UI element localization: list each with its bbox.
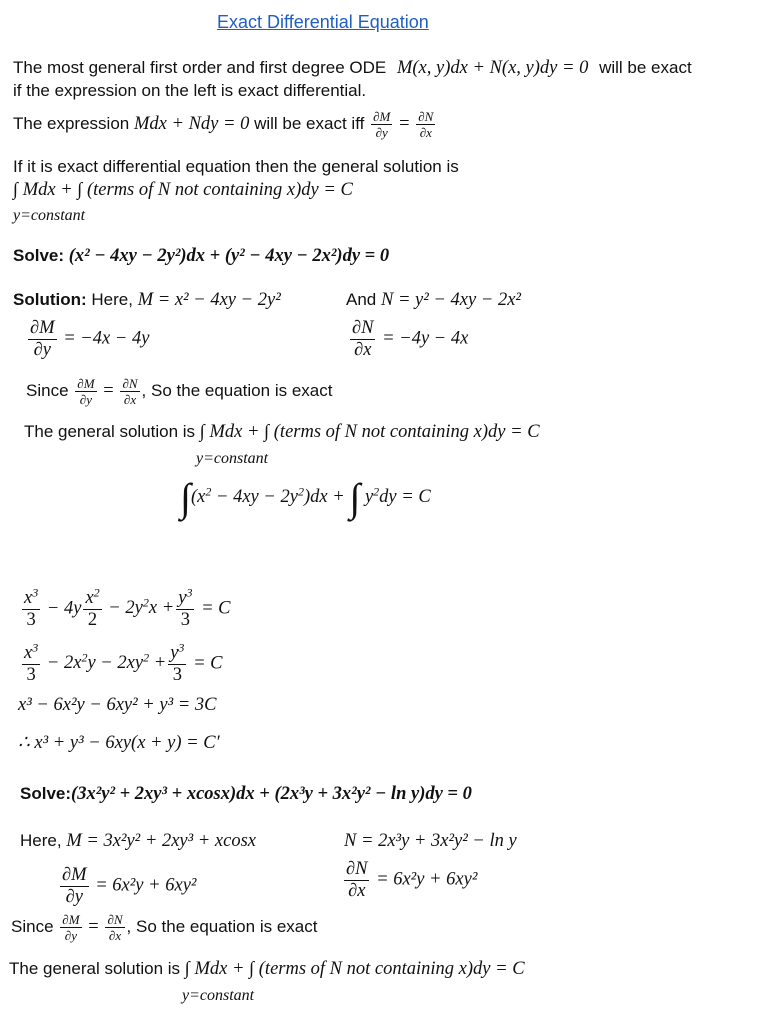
example1-step4: ∴ x³ + y³ − 6xy(x + y) = C′ [18, 733, 220, 753]
general-solution-constant: y=constant [13, 207, 86, 224]
solution-label: Solution: [13, 290, 87, 309]
partial-N-x [344, 859, 369, 901]
integral-part-1: $(x^2 - 4xy - 2y^2)dx$ + [190, 484, 350, 508]
dM-result: = −4x − 4y [63, 328, 150, 349]
equals-sign: = [88, 916, 99, 937]
frac-num: ∂M [77, 376, 95, 391]
frac-num: ∂M [62, 865, 87, 885]
gs-text: The general solution is [9, 959, 181, 978]
frac-den: ∂x [354, 339, 372, 360]
gs-text: The general solution is [24, 422, 196, 441]
frac-num: ∂N [346, 859, 368, 879]
cond-text: The expression [13, 113, 130, 133]
since-text: Since [11, 916, 54, 936]
cond-iff: will be exact iff [254, 113, 365, 133]
integral-part-2: $y^2dy = C$ [360, 484, 431, 508]
dN-result: = 6x²y + 6xy² [376, 869, 478, 890]
example1-step1 [20, 585, 231, 630]
example2-general-solution [9, 959, 525, 980]
frac-den: 3 [26, 609, 36, 630]
example2-since [11, 913, 317, 942]
M-definition: M = 3x²y² + 2xy³ + xcosx [66, 831, 256, 851]
example2-dM-dy [58, 865, 196, 907]
example2-equation: (3x²y² + 2xy³ + xcosx)dx + (2x³y + 3x²y² − ln y)dy = 0 [71, 784, 472, 804]
frac-den: 3 [180, 609, 190, 630]
and-text: And [346, 290, 377, 309]
since-tail: , So the equation is exact [141, 380, 333, 400]
example1-step3: x³ − 6x²y − 6xy² + y³ = 3C [18, 695, 217, 715]
frac-den: 3 [26, 664, 36, 685]
cond-dN-dx [416, 110, 435, 139]
example1-general-solution [24, 422, 540, 443]
frac-num: ∂M [62, 912, 80, 927]
frac-x3-3 [22, 640, 40, 685]
equals-sign: = [399, 113, 410, 134]
step1-mid: − 4y [46, 598, 82, 619]
frac-y3-3 [168, 640, 186, 685]
integral-sign: ∫ [349, 475, 361, 520]
since-tail: , So the equation is exact [126, 916, 318, 936]
solve-label: Solve [13, 246, 59, 265]
frac-num: $x^2$ [85, 585, 100, 608]
frac-num: $x^3$ [24, 640, 39, 663]
step1-mid2: − $2y^2x$ + [108, 595, 175, 619]
example2-M [20, 831, 256, 852]
example1-problem [13, 246, 389, 267]
frac-den: ∂y [79, 392, 92, 407]
example1-equation: (x² − 4xy − 2y²)dx + (y² − 4xy − 2x²)dy = 0 [68, 246, 390, 266]
general-solution-text: If it is exact differential equation then the general solution is [13, 157, 459, 176]
frac-den: ∂x [108, 928, 122, 943]
frac-num: ∂N [352, 318, 374, 338]
since-dN-dx [120, 377, 139, 406]
frac-den: 3 [172, 664, 182, 685]
since-dN-dx [105, 913, 124, 942]
frac-den: ∂y [375, 125, 388, 140]
since-dM-dy [75, 377, 96, 406]
here-text: Here, [20, 831, 62, 850]
partial-M-y [28, 318, 57, 360]
intro-tail: will be exact [599, 58, 692, 77]
N-definition: N = y² − 4xy − 2x² [380, 290, 521, 310]
dN-result: = −4y − 4x [382, 328, 469, 349]
intro-line-2: if the expression on the left is exact differential. [13, 81, 367, 100]
example1-dN-dx [348, 318, 468, 360]
ode-general-form: M(x, y)dx + N(x, y)dy = 0 [396, 58, 589, 78]
frac-den: ∂y [33, 339, 51, 360]
integral-sign: ∫ [180, 475, 191, 520]
cond-equation: Mdx + Ndy = 0 [133, 113, 250, 134]
frac-num: ∂M [30, 318, 55, 338]
M-definition: M = x² − 4xy − 2y² [137, 290, 281, 310]
dM-result: = 6x²y + 6xy² [95, 875, 197, 896]
example1-integral [180, 475, 431, 520]
partial-M-y [60, 865, 89, 907]
example1-gs-constant: y=constant [196, 450, 269, 467]
example2-dN-dx [342, 859, 477, 901]
solve-label: Solve: [20, 784, 72, 803]
example2-problem [20, 784, 472, 805]
example1-step2 [20, 640, 223, 685]
frac-num: $y^3$ [178, 585, 193, 608]
solve-colon: : [58, 246, 65, 265]
frac-num: ∂N [122, 376, 138, 391]
frac-num: ∂N [107, 912, 123, 927]
cond-dM-dy [371, 110, 392, 139]
step1-rhs: = C [201, 598, 231, 619]
exactness-condition [13, 110, 437, 139]
example2-gs-constant: y=constant [182, 987, 255, 1004]
partial-N-x [350, 318, 375, 360]
example1-since [26, 377, 332, 406]
frac-num: ∂M [373, 109, 391, 124]
frac-den: ∂y [64, 928, 77, 943]
intro-text: The most general first order and first degree ODE [13, 58, 387, 77]
general-solution-formula: ∫ Mdx + ∫ (terms of N not containing x)dy = C [13, 180, 353, 200]
here-text: Here, [91, 290, 133, 309]
frac-x2-2 [83, 585, 101, 630]
example2-N: N = 2x³y + 3x²y² − ln y [344, 831, 517, 851]
frac-num: ∂N [418, 109, 434, 124]
frac-x3-3 [22, 585, 40, 630]
frac-num: $x^3$ [24, 585, 39, 608]
gs-formula: ∫ Mdx + ∫ (terms of N not containing x)dy = C [199, 422, 540, 442]
page-title: Exact Differential Equation [217, 12, 429, 32]
gs-formula: ∫ Mdx + ∫ (terms of N not containing x)dy = C [184, 959, 525, 979]
equals-sign: = [103, 380, 114, 401]
intro-line-1 [13, 58, 692, 79]
frac-num: $y^3$ [170, 640, 185, 663]
frac-den: ∂y [65, 886, 83, 907]
since-dM-dy [60, 913, 81, 942]
frac-y3-3 [176, 585, 194, 630]
frac-den: ∂x [348, 880, 366, 901]
example1-N [346, 290, 521, 311]
frac-den: ∂x [419, 125, 432, 140]
step2-mid: − $2x^2y - 2xy^2$ + [46, 650, 167, 674]
example1-dM-dy [26, 318, 149, 360]
example1-M [13, 290, 281, 311]
frac-den: ∂x [123, 392, 137, 407]
frac-den: 2 [87, 609, 98, 630]
since-text: Since [26, 380, 69, 400]
step2-rhs: = C [193, 653, 223, 674]
